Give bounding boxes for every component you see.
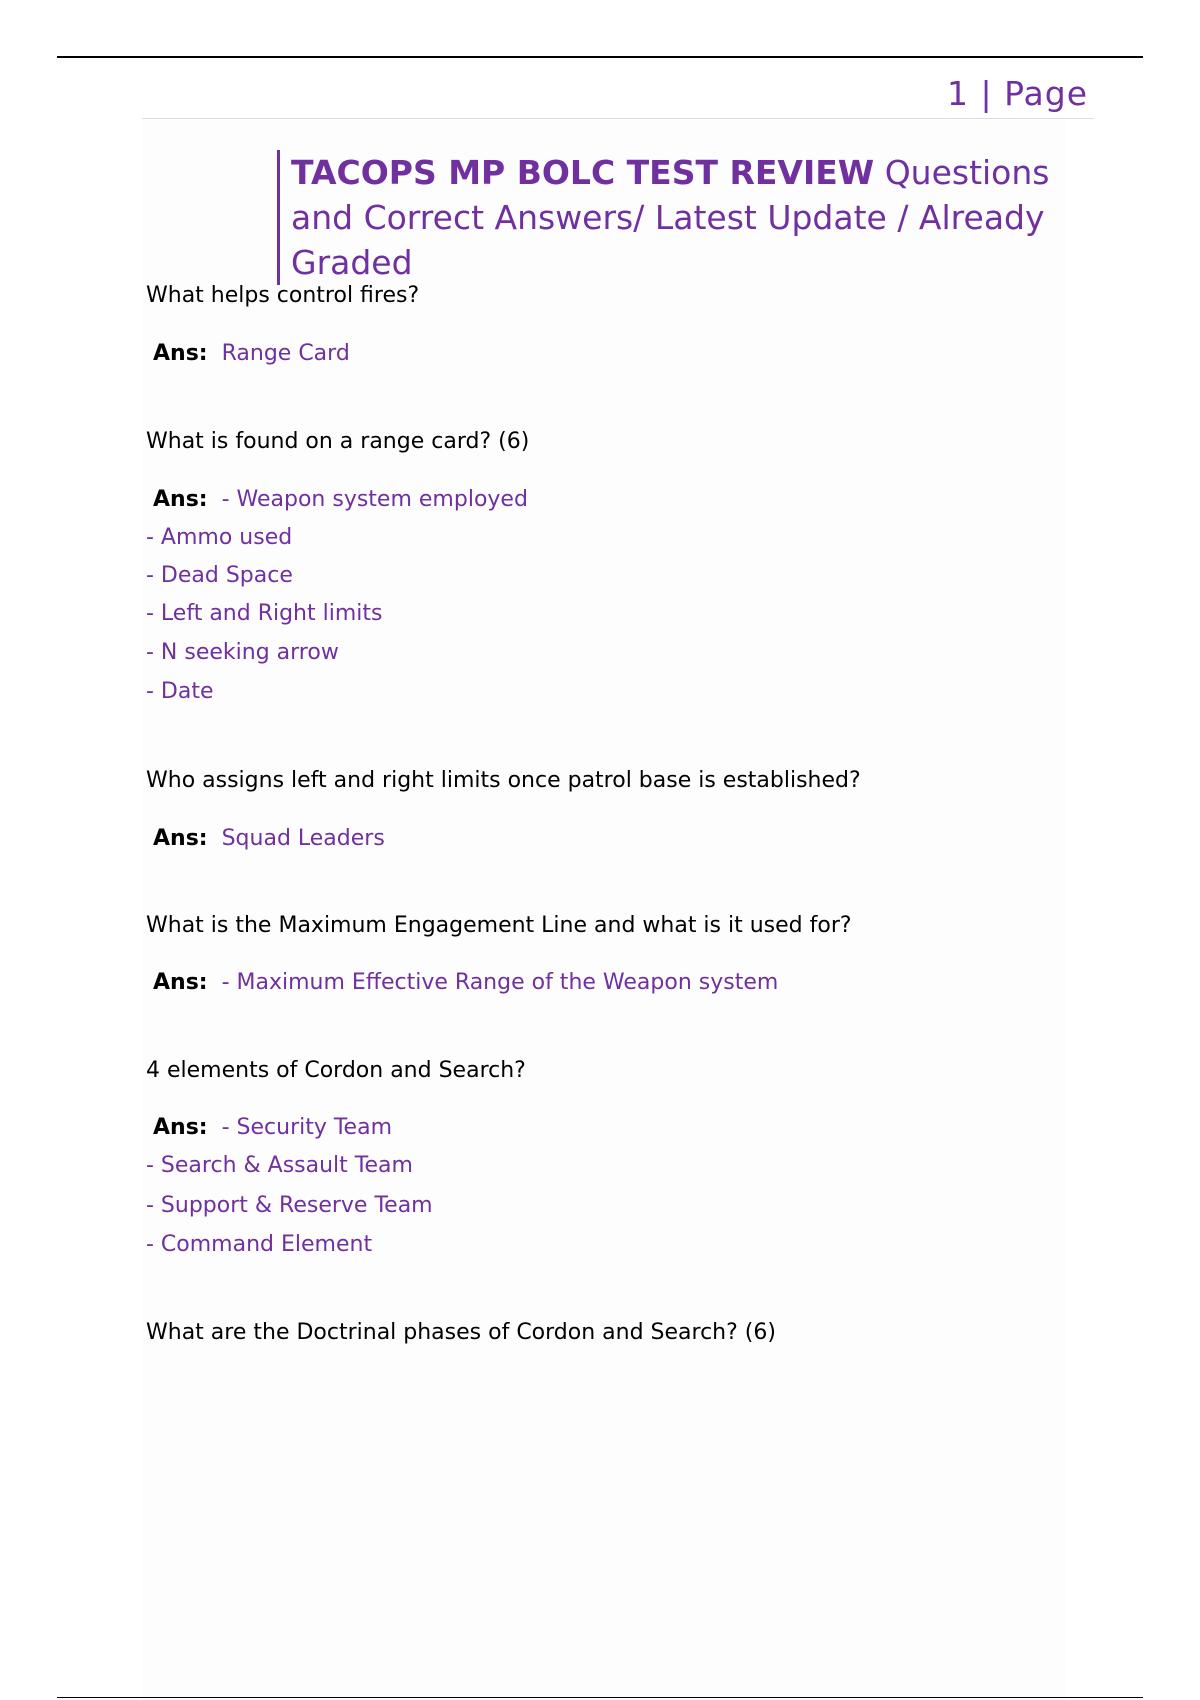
header-divider [142, 118, 1094, 119]
answer-row [153, 970, 778, 995]
answer-text: - Maximum Effective Range of the Weapon system [221, 970, 779, 995]
answer-list-item: - N seeking arrow [146, 640, 339, 665]
answer-label: Ans: [153, 487, 208, 512]
document-title [277, 150, 1091, 285]
answer-label: Ans: [153, 970, 208, 995]
title-bold: TACOPS MP BOLC TEST REVIEW [291, 153, 875, 192]
answer-list-item: - Left and Right limits [146, 601, 383, 626]
answer-list-item: - Support & Reserve Team [146, 1193, 433, 1218]
answer-text: - Weapon system employed [221, 487, 528, 512]
title-rest: Questions and Correct Answers/ Latest Update / Already Graded [291, 153, 1050, 282]
answer-list-item: - Search & Assault Team [146, 1153, 413, 1178]
bottom-rule [57, 1697, 1143, 1698]
question-text: 4 elements of Cordon and Search? [146, 1058, 526, 1083]
answer-label: Ans: [153, 341, 208, 366]
answer-list-item: - Ammo used [146, 525, 293, 550]
question-text: What helps control fires? [146, 283, 420, 308]
question-text: What is the Maximum Engagement Line and what is it used for? [146, 913, 852, 938]
answer-row [153, 487, 528, 512]
answer-list-item: - Date [146, 679, 214, 704]
question-text: Who assigns left and right limits once patrol base is established? [146, 768, 861, 793]
answer-row [153, 341, 350, 366]
answer-text: Range Card [221, 341, 350, 366]
answer-label: Ans: [153, 826, 208, 851]
answer-text: Squad Leaders [221, 826, 385, 851]
answer-label: Ans: [153, 1115, 208, 1140]
answer-row [153, 1115, 392, 1140]
top-rule [57, 56, 1143, 58]
answer-list-item: - Command Element [146, 1232, 373, 1257]
question-text: What are the Doctrinal phases of Cordon and Search? (6) [146, 1320, 776, 1345]
page-number: 1 | Page [947, 74, 1088, 113]
answer-list-item: - Dead Space [146, 563, 293, 588]
answer-row [153, 826, 385, 851]
answer-text: - Security Team [221, 1115, 393, 1140]
question-text: What is found on a range card? (6) [146, 429, 530, 454]
